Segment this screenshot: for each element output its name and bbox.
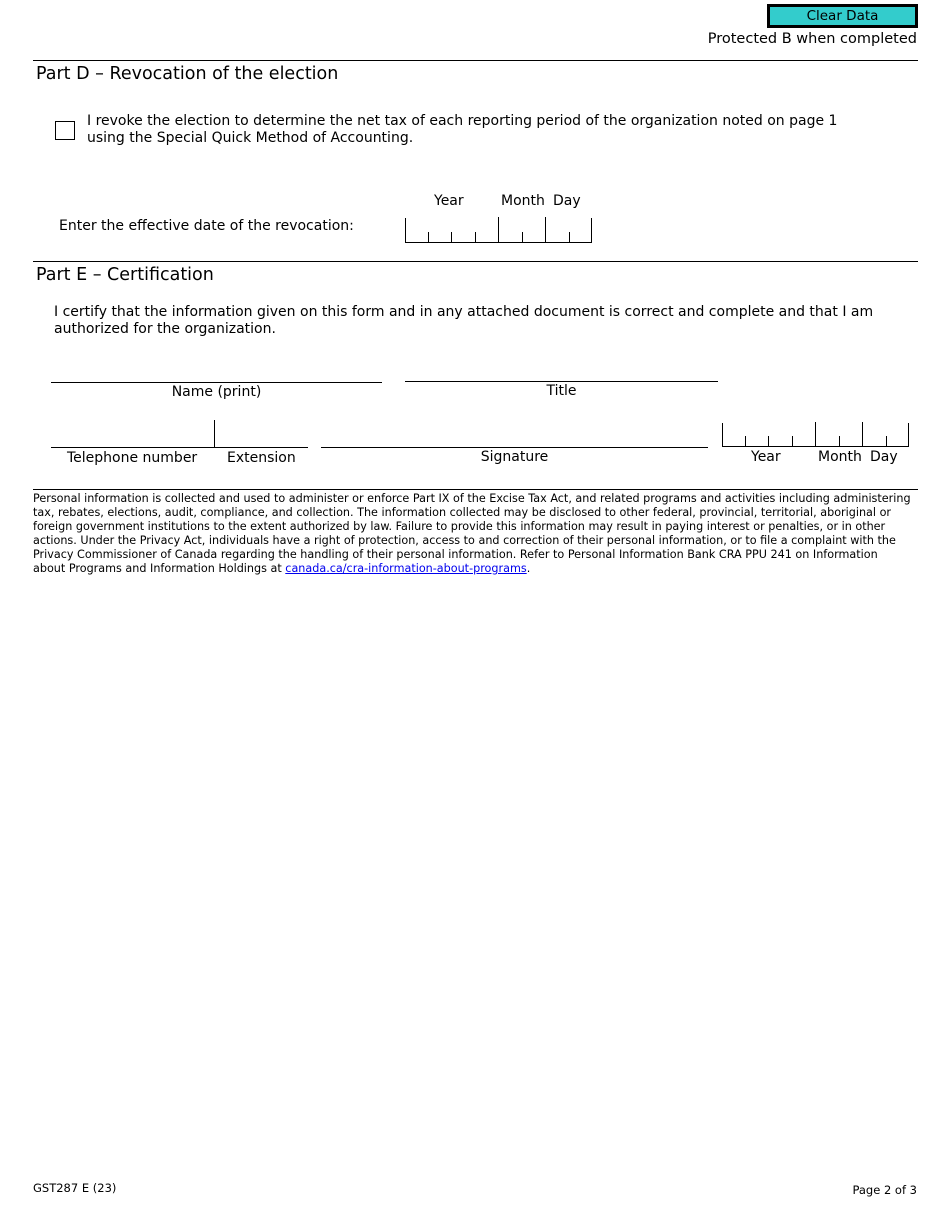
part-e-title: Part E – Certification — [36, 265, 214, 285]
clear-data-button[interactable]: Clear Data — [768, 5, 917, 27]
part-d-title: Part D – Revocation of the election — [36, 64, 339, 84]
divider — [33, 261, 918, 262]
date-day-label: Day — [553, 193, 581, 209]
date-year-label: Year — [434, 193, 464, 209]
title-field[interactable] — [405, 381, 718, 382]
revoke-election-checkbox[interactable] — [55, 121, 75, 140]
name-label: Name (print) — [171, 384, 262, 400]
cert-date-day-label: Day — [870, 449, 898, 465]
cert-date-month-label: Month — [818, 449, 862, 465]
revocation-date-input[interactable] — [405, 218, 592, 243]
extension-label: Extension — [227, 450, 296, 466]
privacy-link[interactable]: canada.ca/cra-information-about-programs — [285, 562, 527, 575]
cert-date-year-label: Year — [751, 449, 781, 465]
privacy-end: . — [526, 562, 531, 575]
divider — [33, 489, 918, 490]
revocation-date-prompt: Enter the effective date of the revocation: — [59, 218, 354, 234]
title-label: Title — [546, 383, 577, 399]
certification-date-input[interactable] — [722, 423, 909, 447]
privacy-text: Personal information is collected and used to administer or enforce Part IX of the Excise Tax Act, and related programs and activities including administering tax, rebates, elections, audit, compliance, and collection. The information collected may be disclosed to other federal, provincial, territorial, aboriginal or foreign government institutions to the extent authorized by law. Failure to provide this information may result in paying interest or penalties, or in other actions. Under the Privacy Act, individuals have a right of protection, access to and correction of their personal information, or to file a complaint with the Privacy Commissioner of Canada regarding the handling of their personal information. Refer to Personal Information Bank CRA PPU 241 on Information about Programs and Information Holdings at — [33, 492, 911, 575]
signature-label: Signature — [480, 449, 549, 465]
name-field[interactable] — [51, 382, 382, 383]
telephone-extension-divider — [214, 420, 215, 447]
telephone-label: Telephone number — [67, 450, 198, 466]
date-month-label: Month — [501, 193, 545, 209]
signature-field[interactable] — [321, 447, 708, 448]
certification-statement: I certify that the information given on this form and in any attached document is correct and complete and that I am authorized for the organization. — [54, 304, 874, 337]
divider — [33, 60, 918, 61]
revocation-statement: I revoke the election to determine the net tax of each reporting period of the organization noted on page 1 using the Special Quick Method of Accounting. — [87, 113, 838, 146]
page-number: Page 2 of 3 — [852, 1183, 917, 1197]
protected-notice: Protected B when completed — [707, 31, 917, 47]
form-identifier: GST287 E (23) — [33, 1181, 117, 1195]
privacy-notice — [33, 492, 913, 576]
telephone-field[interactable] — [51, 447, 308, 448]
